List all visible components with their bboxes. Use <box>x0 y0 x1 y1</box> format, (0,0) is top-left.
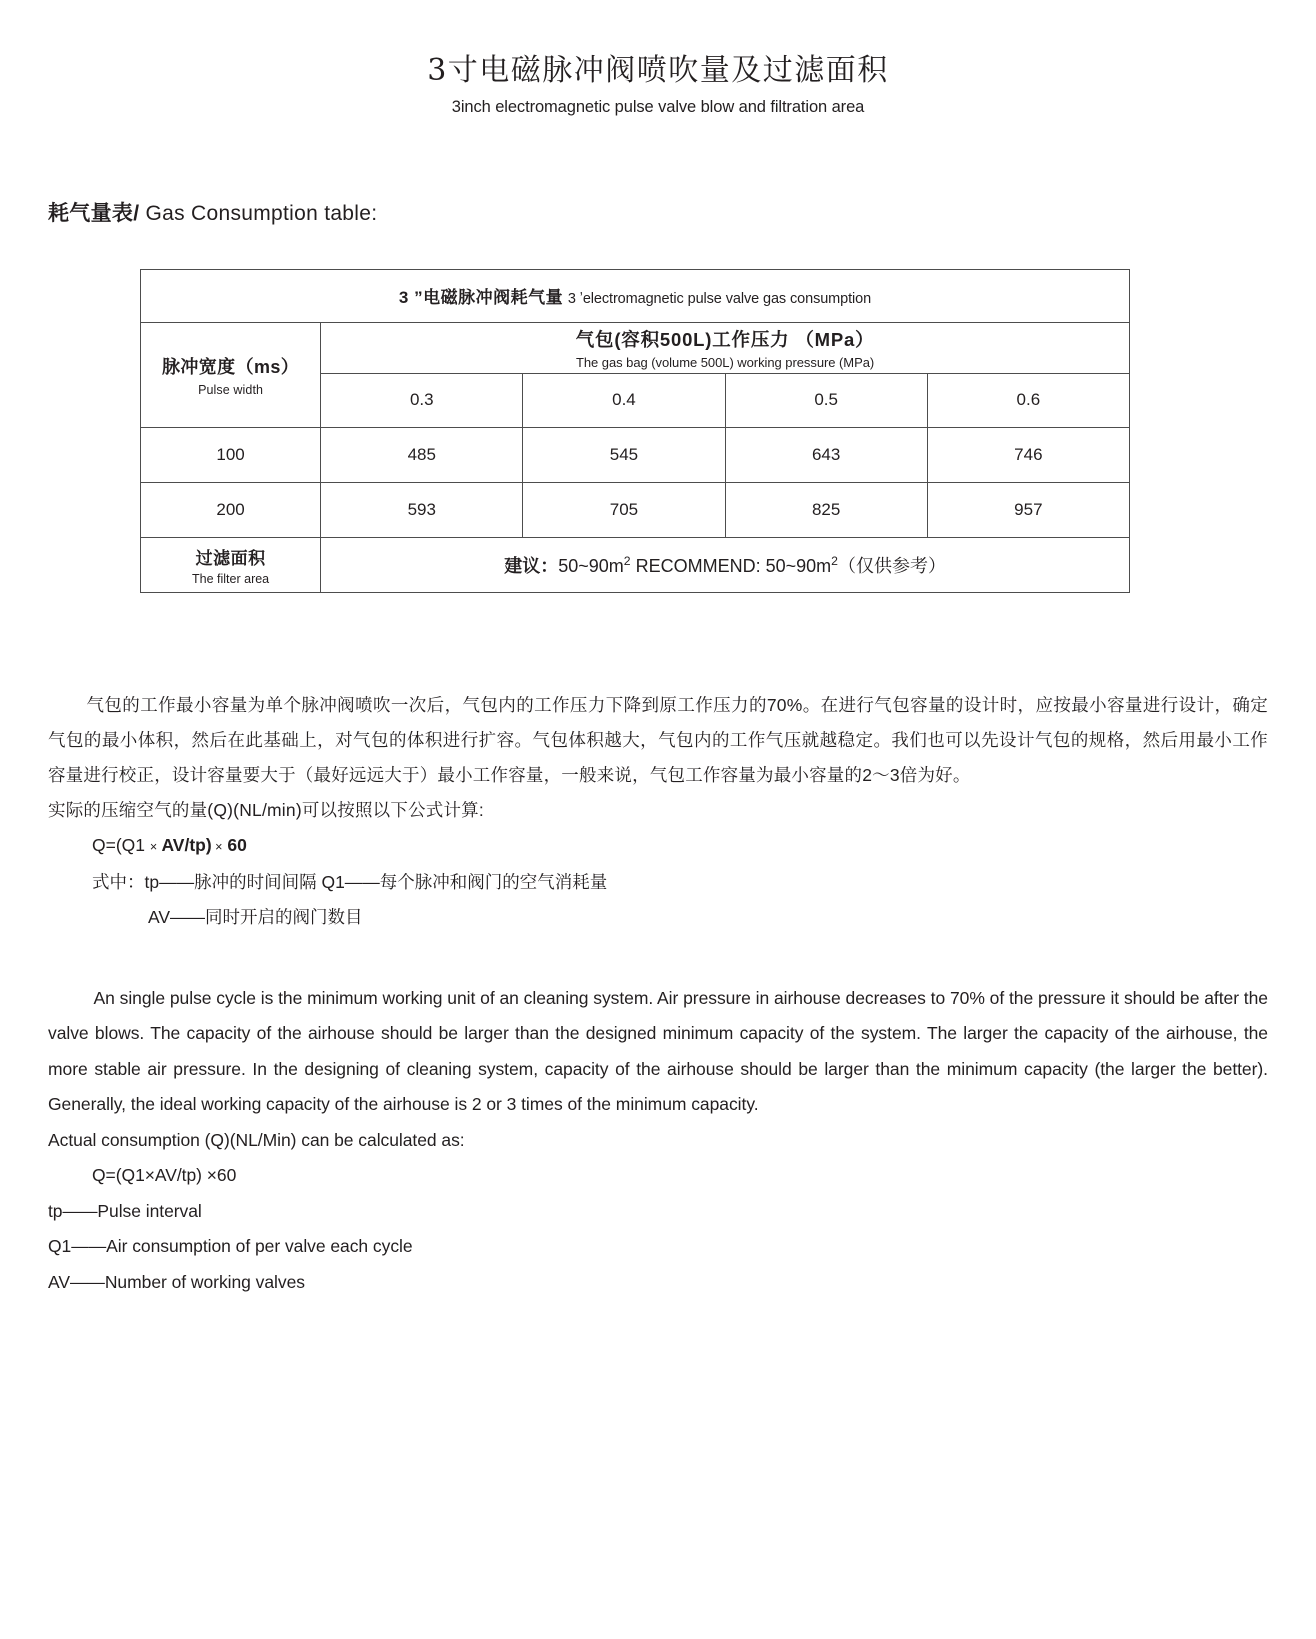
english-legend-av: AV——Number of working valves <box>48 1271 305 1292</box>
formula-times-2: × <box>211 839 223 854</box>
filter-area-recommend-cell <box>321 537 1130 592</box>
chinese-body <box>48 688 1268 828</box>
english-legend-tp: tp——Pulse interval <box>48 1200 202 1221</box>
row-1-value-2: 825 <box>725 482 927 537</box>
row-1-pulse-width: 200 <box>141 482 321 537</box>
table-row <box>141 427 1130 482</box>
row-1-value-1: 705 <box>523 482 725 537</box>
page-header <box>0 0 1316 117</box>
chinese-formula-block <box>48 828 1268 935</box>
table-row <box>141 482 1130 537</box>
filter-area-label-cell <box>141 537 321 592</box>
gas-consumption-table <box>140 269 1130 593</box>
row-0-pulse-width: 100 <box>141 427 321 482</box>
chinese-paragraph-1: 气包的工作最小容量为单个脉冲阀喷吹一次后，气包内的工作压力下降到原工作压力的70%。在进行气包容量的设计时，应按最小容量进行设计，确定气包的最小体积，然后在此基础上，对气包的体积进行扩容。气包体积越大，气包内的工作气压就越稳定。我们也可以先设计气包的规格，然后用最小工作容量进行校正，设计容量要大于（最好远远大于）最小工作容量，一般来说，气包工作容量为最小容量的2～3倍为好。 <box>48 694 1268 785</box>
recommend-sup-chinese: 2 <box>623 553 631 568</box>
pulse-width-header-english: Pulse width <box>198 382 264 397</box>
english-paragraph-2: Actual consumption (Q)(NL/Min) can be calculated as: <box>48 1129 465 1150</box>
filter-area-label-english: The filter area <box>192 571 270 586</box>
row-0-value-1: 545 <box>523 427 725 482</box>
page-title-english: 3inch electromagnetic pulse valve blow and filtration area <box>451 97 865 116</box>
formula-bold-2: 60 <box>222 834 247 855</box>
recommend-prefix-english: RECOMMEND: <box>630 555 766 576</box>
pressure-group-header-chinese: 气包(容积500L)工作压力 （MPa） <box>575 328 875 350</box>
section-label <box>48 197 1316 227</box>
pressure-column-1: 0.4 <box>523 373 725 427</box>
table-caption-english: 3 ʼelectromagnetic pulse valve gas consumption <box>567 291 872 307</box>
table-row-caption <box>141 269 1130 322</box>
row-1-value-0: 593 <box>321 482 523 537</box>
recommend-sup-english: 2 <box>831 553 838 568</box>
page-title-chinese: 3寸电磁脉冲阀喷吹量及过滤面积 <box>427 53 889 88</box>
pressure-group-header-english: The gas bag (volume 500L) working pressure (MPa) <box>575 354 875 370</box>
row-1-value-3: 957 <box>927 482 1129 537</box>
pulse-width-header-chinese: 脉冲宽度（ms） <box>161 356 300 377</box>
table-caption-chinese: 3 ”电磁脉冲阀耗气量 <box>398 288 564 307</box>
chinese-formula <box>48 828 1268 865</box>
english-paragraph-1: An single pulse cycle is the minimum working unit of an cleaning system. Air pressure in airhouse decreases to 70% of the pressure it should be after the valve blows. The capacity of the airhouse should be larger than the designed minimum capacity of the system. The larger the capacity of the airhouse, the more stable air pressure. In the designing of cleaning system, capacity of the airhouse should be larger than the minimum capacity (the larger the better). Generally, the ideal working capacity of the airhouse is 2 or 3 times of the minimum capacity. <box>48 987 1268 1114</box>
formula-times-1: × <box>149 839 158 854</box>
formula-bold-1: AV/tp) <box>157 834 212 855</box>
filter-area-label-chinese: 过滤面积 <box>195 548 266 568</box>
chinese-paragraph-2: 实际的压缩空气的量(Q)(NL/min)可以按照以下公式计算: <box>48 799 484 820</box>
row-0-value-2: 643 <box>725 427 927 482</box>
formula-prefix: Q=(Q1 <box>92 834 150 855</box>
gas-consumption-table-wrapper <box>140 269 1130 593</box>
english-body <box>48 981 1268 1301</box>
section-label-english: Gas Consumption table: <box>139 201 378 225</box>
recommend-note: （仅供参考） <box>837 555 946 576</box>
recommend-prefix-chinese: 建议： <box>504 555 559 576</box>
chinese-legend-line-1: 式中：tp——脉冲的时间间隔 Q1——每个脉冲和阀门的空气消耗量 <box>92 871 608 892</box>
english-legend-q1: Q1——Air consumption of per valve each cycle <box>48 1236 413 1256</box>
pulse-width-header-cell <box>141 322 321 427</box>
pressure-column-0: 0.3 <box>321 373 523 427</box>
section-label-chinese: 耗气量表/ <box>48 201 140 225</box>
pressure-column-3: 0.6 <box>927 373 1129 427</box>
pressure-group-header-cell <box>321 322 1130 373</box>
row-0-value-3: 746 <box>927 427 1129 482</box>
recommend-range-english: 50~90m <box>765 555 832 576</box>
pressure-column-2: 0.5 <box>725 373 927 427</box>
english-formula: Q=(Q1×AV/tp) ×60 <box>92 1165 237 1185</box>
recommend-range-chinese: 50~90m <box>558 555 624 576</box>
row-0-value-0: 485 <box>321 427 523 482</box>
table-row-group-header <box>141 322 1130 373</box>
table-row-filter-area <box>141 537 1130 592</box>
chinese-legend-line-2: AV——同时开启的阀门数目 <box>148 906 363 927</box>
table-caption-cell <box>141 269 1130 322</box>
